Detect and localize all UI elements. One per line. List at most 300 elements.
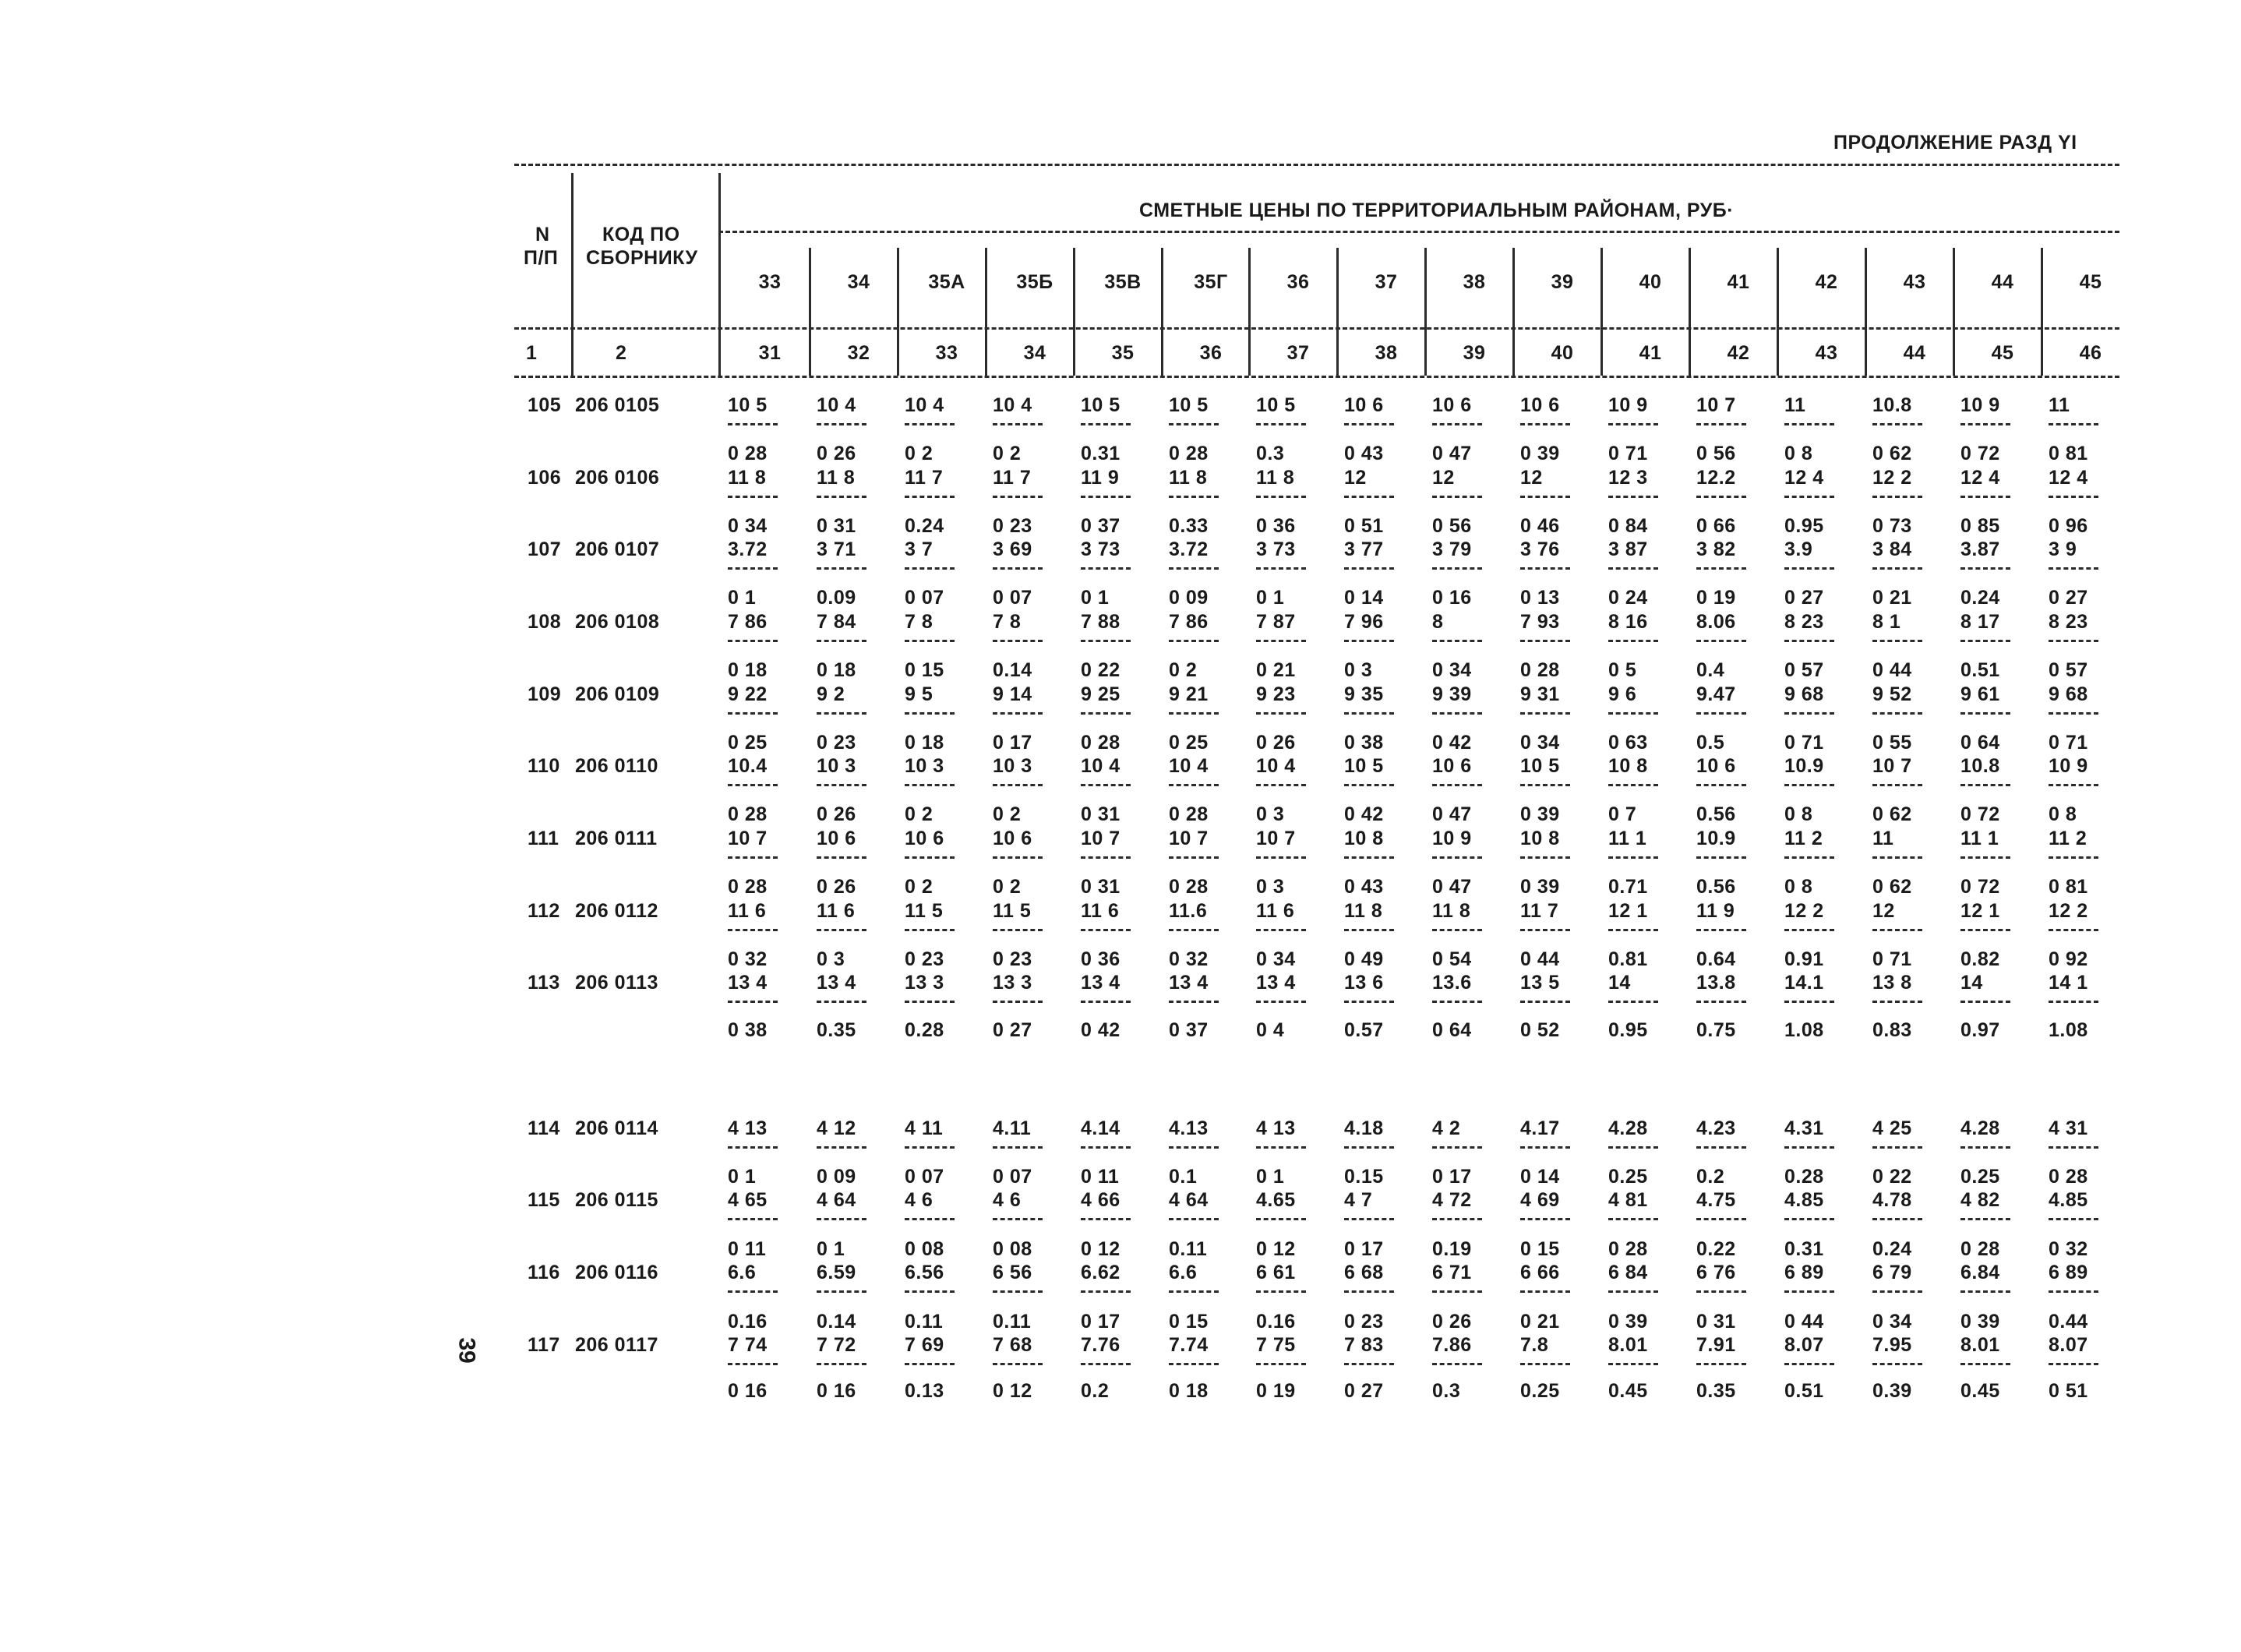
fraction-bar: [728, 712, 778, 715]
fraction-bar: [1081, 1001, 1131, 1003]
fraction-bar: [1696, 1001, 1746, 1003]
colnum: 37: [1286, 342, 1310, 364]
price-bottom-value: 0 24: [1608, 587, 1648, 609]
fraction-bar: [905, 1001, 955, 1003]
price-top-value: 9 35: [1344, 683, 1384, 705]
fraction-bar: [1784, 423, 1834, 425]
fraction-bar: [1344, 1146, 1394, 1149]
fraction-bar: [728, 1218, 778, 1220]
price-bottom-value: 0 21: [1872, 587, 1912, 609]
fraction-bar: [1696, 929, 1746, 931]
price-top-value: 7 93: [1520, 611, 1560, 633]
price-bottom-value: 0 64: [1960, 732, 2000, 754]
price-top-value: 11 9: [1696, 900, 1735, 922]
price-bottom-value: 0 52: [1520, 1019, 1560, 1041]
price-top-value: 3 69: [993, 538, 1032, 560]
price-bottom-value: 0 16: [1432, 587, 1472, 609]
price-top-value: 7 75: [1256, 1334, 1296, 1356]
price-top-value: 4.85: [2049, 1189, 2088, 1211]
price-bottom-value: 0 51: [1344, 515, 1384, 537]
price-bottom-value: 0 81: [2049, 443, 2088, 464]
fraction-bar: [1081, 784, 1131, 786]
price-top-value: 4.14: [1081, 1117, 1120, 1139]
fraction-bar: [1696, 712, 1746, 715]
price-top-value: 12 1: [1960, 900, 2000, 922]
fraction-bar: [1872, 496, 1922, 498]
fraction-bar: [1344, 1363, 1394, 1365]
price-bottom-value: 0 21: [1256, 659, 1296, 681]
price-top-value: 9 6: [1608, 683, 1637, 705]
price-bottom-value: 0 27: [2049, 587, 2088, 609]
price-top-value: 11 2: [2049, 828, 2087, 849]
price-top-value: 11 6: [817, 900, 856, 922]
price-bottom-value: 0.51: [1960, 659, 2000, 681]
price-top-value: 13 4: [728, 972, 768, 994]
price-bottom-value: 0.25: [1960, 1166, 2000, 1188]
price-bottom-value: 0 55: [1872, 732, 1912, 754]
fraction-bar: [817, 567, 866, 570]
price-top-value: 10 4: [817, 394, 856, 416]
price-bottom-value: 0 27: [1344, 1380, 1384, 1402]
fraction-bar: [817, 1290, 866, 1293]
price-top-value: 6.62: [1081, 1262, 1120, 1283]
price-top-value: 12 2: [1784, 900, 1824, 922]
price-bottom-value: 0.09: [817, 587, 856, 609]
price-top-value: 11: [2049, 394, 2070, 416]
price-bottom-value: 0.3: [1256, 443, 1285, 464]
fraction-bar: [1872, 1218, 1922, 1220]
price-top-value: 13 3: [905, 972, 944, 994]
fraction-bar: [1520, 1290, 1570, 1293]
price-bottom-value: 0.51: [1784, 1380, 1824, 1402]
colnum: 33: [935, 342, 958, 364]
fraction-bar: [1784, 856, 1834, 859]
district-header: 40: [1639, 271, 1662, 293]
fraction-bar: [1256, 1001, 1306, 1003]
fraction-bar: [993, 496, 1043, 498]
price-top-value: 10 5: [1520, 755, 1560, 777]
fraction-bar: [1784, 1146, 1834, 1149]
price-bottom-value: 0 62: [1872, 443, 1912, 464]
fraction-bar: [1872, 784, 1922, 786]
fraction-bar: [1432, 856, 1482, 859]
price-bottom-value: 0 34: [1872, 1311, 1912, 1333]
price-bottom-value: 0 44: [1784, 1311, 1824, 1333]
fraction-bar: [1784, 1290, 1834, 1293]
row-code: 206 0114: [575, 1117, 658, 1139]
price-bottom-value: 0 23: [1344, 1311, 1384, 1333]
price-top-value: 12: [1344, 467, 1367, 489]
price-top-value: 9.47: [1696, 683, 1736, 705]
price-top-value: 4.85: [1784, 1189, 1824, 1211]
price-bottom-value: 0.95: [1784, 515, 1824, 537]
row-code: 206 0112: [575, 900, 658, 922]
vrule-code: [718, 173, 721, 376]
fraction-bar: [1256, 1146, 1306, 1149]
fraction-bar: [1169, 1001, 1219, 1003]
price-top-value: 7.95: [1872, 1334, 1912, 1356]
price-top-value: 8.06: [1696, 611, 1736, 633]
price-bottom-value: 0.56: [1696, 876, 1736, 898]
fraction-bar: [1169, 423, 1219, 425]
price-top-value: 11 8: [817, 467, 856, 489]
colnum: 38: [1375, 342, 1398, 364]
price-top-value: 3.9: [1784, 538, 1813, 560]
price-bottom-value: 0.35: [1696, 1380, 1736, 1402]
price-top-value: 10 6: [1520, 394, 1560, 416]
fraction-bar: [1960, 1146, 2010, 1149]
price-top-value: 7 96: [1344, 611, 1384, 633]
price-top-value: 7 83: [1344, 1334, 1384, 1356]
price-bottom-value: 0 1: [1081, 587, 1110, 609]
price-bottom-value: 0 71: [2049, 732, 2088, 754]
price-bottom-value: 0 18: [817, 659, 856, 681]
price-bottom-value: 0 1: [1256, 1166, 1285, 1188]
fraction-bar: [1696, 567, 1746, 570]
fraction-bar: [817, 856, 866, 859]
fraction-bar: [728, 1146, 778, 1149]
price-top-value: 9 68: [2049, 683, 2088, 705]
price-bottom-value: 0 39: [1520, 443, 1560, 464]
price-bottom-value: 0.25: [1520, 1380, 1560, 1402]
fraction-bar: [2049, 1363, 2098, 1365]
price-bottom-value: 0 2: [905, 876, 933, 898]
fraction-bar: [993, 1001, 1043, 1003]
fraction-bar: [728, 423, 778, 425]
price-top-value: 6.6: [1169, 1262, 1198, 1283]
price-top-value: 10 9: [1432, 828, 1472, 849]
price-top-value: 9 23: [1256, 683, 1296, 705]
price-top-value: 4 6: [905, 1189, 933, 1211]
price-top-value: 4.78: [1872, 1189, 1912, 1211]
price-bottom-value: 0 2: [993, 443, 1022, 464]
price-top-value: 3 7: [905, 538, 933, 560]
price-bottom-value: 0 28: [1960, 1238, 2000, 1260]
fraction-bar: [1872, 1146, 1922, 1149]
price-top-value: 9 31: [1520, 683, 1560, 705]
price-top-value: 7 87: [1256, 611, 1296, 633]
row-code: 206 0113: [575, 972, 658, 994]
price-top-value: 4.31: [1784, 1117, 1824, 1139]
fraction-bar: [1256, 929, 1306, 931]
price-bottom-value: 0 71: [1784, 732, 1824, 754]
fraction-bar: [1520, 929, 1570, 931]
price-top-value: 6 56: [993, 1262, 1032, 1283]
price-bottom-value: 0 32: [728, 948, 768, 970]
fraction-bar: [728, 784, 778, 786]
price-top-value: 8.07: [2049, 1334, 2088, 1356]
price-top-value: 11 8: [728, 467, 767, 489]
price-bottom-value: 1.08: [2049, 1019, 2088, 1041]
price-bottom-value: 0 66: [1696, 515, 1736, 537]
row-number: 105: [528, 394, 562, 416]
price-bottom-value: 0 17: [993, 732, 1032, 754]
price-top-value: 10 6: [817, 828, 856, 849]
price-top-value: 9 14: [993, 683, 1032, 705]
price-top-value: 6 89: [2049, 1262, 2088, 1283]
fraction-bar: [1872, 1363, 1922, 1365]
price-top-value: 12 4: [1960, 467, 2000, 489]
price-top-value: 7.91: [1696, 1334, 1736, 1356]
fraction-bar: [993, 640, 1043, 642]
fraction-bar: [728, 567, 778, 570]
row-code: 206 0111: [575, 828, 658, 849]
fraction-bar: [817, 1001, 866, 1003]
fraction-bar: [2049, 1290, 2098, 1293]
price-bottom-value: 0 39: [1520, 803, 1560, 825]
fraction-bar: [817, 1146, 866, 1149]
price-bottom-value: 0 22: [1081, 659, 1120, 681]
price-top-value: 6 76: [1696, 1262, 1736, 1283]
price-bottom-value: 0.31: [1784, 1238, 1824, 1260]
price-bottom-value: 0 08: [993, 1238, 1032, 1260]
fraction-bar: [1696, 640, 1746, 642]
price-top-value: 13 6: [1344, 972, 1384, 994]
fraction-bar: [1784, 640, 1834, 642]
price-top-value: 3 87: [1608, 538, 1648, 560]
fraction-bar: [1520, 567, 1570, 570]
price-bottom-value: 0 46: [1520, 515, 1560, 537]
price-top-value: 4 12: [817, 1117, 856, 1139]
price-top-value: 6 61: [1256, 1262, 1296, 1283]
fraction-bar: [1432, 567, 1482, 570]
header-rule-bottom: [514, 376, 2119, 378]
price-top-value: 9 52: [1872, 683, 1912, 705]
fraction-bar: [1520, 712, 1570, 715]
price-bottom-value: 0 36: [1081, 948, 1120, 970]
price-bottom-value: 0 23: [817, 732, 856, 754]
price-top-value: 14: [1960, 972, 1983, 994]
fraction-bar: [1520, 1146, 1570, 1149]
price-top-value: 9 21: [1169, 683, 1209, 705]
price-bottom-value: 0 32: [2049, 1238, 2088, 1260]
price-bottom-value: 0 21: [1520, 1311, 1560, 1333]
fraction-bar: [1872, 712, 1922, 715]
price-top-value: 7 86: [728, 611, 768, 633]
fraction-bar: [1608, 856, 1658, 859]
fraction-bar: [1081, 640, 1131, 642]
price-bottom-value: 0 26: [817, 876, 856, 898]
price-bottom-value: 0 47: [1432, 443, 1472, 464]
price-bottom-value: 0 2: [1169, 659, 1198, 681]
fraction-bar: [817, 423, 866, 425]
price-top-value: 11 8: [1432, 900, 1471, 922]
price-bottom-value: 0.44: [2049, 1311, 2088, 1333]
price-bottom-value: 0 28: [1169, 876, 1209, 898]
price-top-value: 4 2: [1432, 1117, 1461, 1139]
price-top-value: 11 2: [1784, 828, 1823, 849]
continuation-header: ПРОДОЛЖЕНИЕ РАЗД YI: [1833, 132, 2077, 154]
price-bottom-value: 0.14: [817, 1311, 856, 1333]
price-top-value: 10 9: [1608, 394, 1648, 416]
row-code: 206 0116: [575, 1262, 658, 1283]
price-top-value: 6 68: [1344, 1262, 1384, 1283]
price-bottom-value: 0 56: [1696, 443, 1736, 464]
price-bottom-value: 0 34: [1256, 948, 1296, 970]
price-top-value: 3 76: [1520, 538, 1560, 560]
price-top-value: 7.76: [1081, 1334, 1120, 1356]
price-top-value: 3 9: [2049, 538, 2077, 560]
price-bottom-value: 0 19: [1696, 587, 1736, 609]
price-top-value: 10 7: [728, 828, 768, 849]
price-top-value: 7 88: [1081, 611, 1120, 633]
price-top-value: 10 3: [905, 755, 944, 777]
fraction-bar: [1872, 856, 1922, 859]
price-top-value: 3.72: [1169, 538, 1209, 560]
fraction-bar: [1432, 1290, 1482, 1293]
price-top-value: 4 69: [1520, 1189, 1560, 1211]
row-code: 206 0107: [575, 538, 660, 560]
row-number: 109: [528, 683, 562, 705]
price-top-value: 4.28: [1608, 1117, 1648, 1139]
price-top-value: 3 79: [1432, 538, 1472, 560]
price-bottom-value: 0 12: [993, 1380, 1032, 1402]
fraction-bar: [2049, 1146, 2098, 1149]
price-top-value: 4 82: [1960, 1189, 2000, 1211]
price-top-value: 10 4: [905, 394, 944, 416]
fraction-bar: [1872, 567, 1922, 570]
price-bottom-value: 0.45: [1608, 1380, 1648, 1402]
price-bottom-value: 0.75: [1696, 1019, 1736, 1041]
price-bottom-value: 0 13: [1520, 587, 1560, 609]
price-top-value: 13.6: [1432, 972, 1472, 994]
price-bottom-value: 0.11: [905, 1311, 944, 1333]
price-top-value: 7 72: [817, 1334, 856, 1356]
row-code: 206 0110: [575, 755, 658, 777]
fraction-bar: [1169, 784, 1219, 786]
fraction-bar: [1784, 784, 1834, 786]
fraction-bar: [1169, 496, 1219, 498]
price-top-value: 4.65: [1256, 1189, 1296, 1211]
price-bottom-value: 0 31: [1081, 803, 1120, 825]
district-header: 38: [1463, 271, 1486, 293]
price-top-value: 11 7: [905, 467, 944, 489]
vrule-no: [571, 173, 573, 376]
price-bottom-value: 0 72: [1960, 803, 2000, 825]
price-bottom-value: 0 09: [817, 1166, 856, 1188]
price-bottom-value: 0.19: [1432, 1238, 1472, 1260]
price-top-value: 3.87: [1960, 538, 2000, 560]
price-top-value: 14 1: [2049, 972, 2088, 994]
price-bottom-value: 0.35: [817, 1019, 856, 1041]
fraction-bar: [1608, 1218, 1658, 1220]
fraction-bar: [1169, 567, 1219, 570]
fraction-bar: [1256, 423, 1306, 425]
fraction-bar: [1784, 1001, 1834, 1003]
fraction-bar: [1960, 496, 2010, 498]
price-top-value: 11 8: [1169, 467, 1208, 489]
fraction-bar: [1520, 1001, 1570, 1003]
price-top-value: 8: [1432, 611, 1444, 633]
row-number: 106: [528, 467, 562, 489]
price-top-value: 9 39: [1432, 683, 1472, 705]
price-top-value: 10 4: [993, 394, 1032, 416]
price-bottom-value: 0 56: [1432, 515, 1472, 537]
price-bottom-value: 0 71: [1608, 443, 1648, 464]
district-header: 45: [2079, 271, 2102, 293]
fraction-bar: [1960, 1001, 2010, 1003]
fraction-bar: [2049, 856, 2098, 859]
fraction-bar: [1256, 640, 1306, 642]
price-bottom-value: 0.22: [1696, 1238, 1736, 1260]
price-top-value: 13 3: [993, 972, 1032, 994]
row-number: 111: [528, 828, 559, 849]
price-bottom-value: 0 5: [1608, 659, 1637, 681]
fraction-bar: [1169, 1146, 1219, 1149]
price-bottom-value: 0 2: [993, 876, 1022, 898]
price-bottom-value: 0.24: [1960, 587, 2000, 609]
price-top-value: 10 3: [993, 755, 1032, 777]
price-bottom-value: 0 23: [993, 515, 1032, 537]
price-bottom-value: 0 92: [2049, 948, 2088, 970]
price-top-value: 9 22: [728, 683, 768, 705]
price-top-value: 4 13: [728, 1117, 768, 1139]
price-top-value: 10.9: [1696, 828, 1736, 849]
fraction-bar: [1432, 1146, 1482, 1149]
price-top-value: 12: [1872, 900, 1895, 922]
price-top-value: 10 8: [1520, 828, 1560, 849]
price-top-value: 4.18: [1344, 1117, 1384, 1139]
price-bottom-value: 0 28: [1169, 443, 1209, 464]
prices-title: СМЕТНЫЕ ЦЕНЫ ПО ТЕРРИТОРИАЛЬНЫМ РАЙОНАМ, РУБ·: [1139, 199, 1735, 221]
price-top-value: 11 5: [905, 900, 944, 922]
fraction-bar: [1872, 929, 1922, 931]
price-top-value: 6.56: [905, 1262, 944, 1283]
fraction-bar: [1960, 640, 2010, 642]
price-bottom-value: 0 72: [1960, 443, 2000, 464]
fraction-bar: [1608, 496, 1658, 498]
price-top-value: 12 3: [1608, 467, 1648, 489]
price-bottom-value: 0.3: [1432, 1380, 1461, 1402]
price-top-value: 3 84: [1872, 538, 1912, 560]
row-number: 108: [528, 611, 562, 633]
header-no-1: N: [535, 224, 550, 245]
fraction-bar: [1784, 567, 1834, 570]
fraction-bar: [993, 712, 1043, 715]
fraction-bar: [1344, 567, 1394, 570]
price-top-value: 10 5: [728, 394, 768, 416]
district-header: 43: [1903, 271, 1926, 293]
price-bottom-value: 0.81: [1608, 948, 1648, 970]
price-bottom-value: 0 42: [1344, 803, 1384, 825]
price-bottom-value: 0.71: [1608, 876, 1648, 898]
fraction-bar: [905, 929, 955, 931]
price-top-value: 3 77: [1344, 538, 1384, 560]
district-header: 39: [1551, 271, 1574, 293]
price-bottom-value: 0 27: [993, 1019, 1032, 1041]
price-top-value: 8 17: [1960, 611, 2000, 633]
price-top-value: 10 8: [1344, 828, 1384, 849]
fraction-bar: [1696, 496, 1746, 498]
price-top-value: 7 68: [993, 1334, 1032, 1356]
price-bottom-value: 0 26: [817, 443, 856, 464]
fraction-bar: [1344, 784, 1394, 786]
district-header: 34: [847, 271, 870, 293]
price-bottom-value: 0 26: [1432, 1311, 1472, 1333]
fraction-bar: [993, 1290, 1043, 1293]
fraction-bar: [905, 423, 955, 425]
price-bottom-value: 0 44: [1520, 948, 1560, 970]
fraction-bar: [1169, 1363, 1219, 1365]
price-top-value: 11.6: [1169, 900, 1208, 922]
fraction-bar: [1344, 640, 1394, 642]
fraction-bar: [1432, 496, 1482, 498]
price-top-value: 4 81: [1608, 1189, 1648, 1211]
price-bottom-value: 0 49: [1344, 948, 1384, 970]
fraction-bar: [1432, 640, 1482, 642]
price-bottom-value: 0.33: [1169, 515, 1209, 537]
price-top-value: 4 31: [2049, 1117, 2088, 1139]
